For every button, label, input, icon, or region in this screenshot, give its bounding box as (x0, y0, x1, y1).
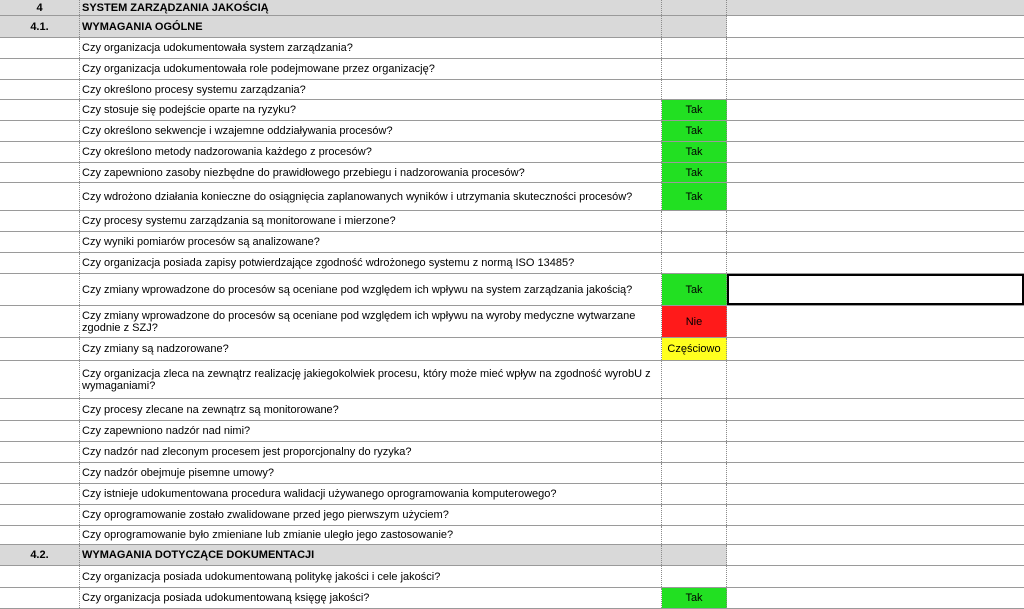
empty-cell[interactable] (727, 16, 1024, 37)
section-header-row (0, 0, 1024, 16)
empty-cell[interactable] (727, 232, 1024, 252)
answer-cell[interactable] (662, 59, 727, 79)
empty-cell[interactable] (727, 421, 1024, 441)
checklist-row (0, 566, 1024, 588)
row-number-cell[interactable]: 4.1. (0, 16, 80, 37)
question-cell[interactable]: Czy określono sekwencje i wzajemne oddziaływania procesów? (80, 121, 662, 141)
row-number-cell[interactable] (0, 463, 80, 483)
checklist-row (0, 59, 1024, 80)
empty-cell[interactable] (727, 505, 1024, 525)
row-number-cell[interactable] (0, 526, 80, 544)
row-number-cell[interactable]: 4.2. (0, 545, 80, 565)
section-title-cell[interactable]: WYMAGANIA OGÓLNE (80, 16, 662, 37)
empty-cell[interactable] (727, 545, 1024, 565)
row-number-cell[interactable] (0, 361, 80, 398)
checklist-row (0, 232, 1024, 253)
checklist-row (0, 526, 1024, 545)
row-number-cell[interactable] (0, 274, 80, 305)
row-number-cell[interactable] (0, 566, 80, 587)
question-cell[interactable]: Czy nadzór obejmuje pisemne umowy? (80, 463, 662, 483)
checklist-row (0, 163, 1024, 183)
empty-cell[interactable] (727, 306, 1024, 337)
checklist-row (0, 338, 1024, 361)
checklist-row (0, 100, 1024, 121)
answer-cell[interactable] (662, 505, 727, 525)
question-cell[interactable]: Czy organizacja posiada zapisy potwierdzające zgodność wdrożonego systemu z normą ISO 13485? (80, 253, 662, 273)
checklist-row (0, 274, 1024, 306)
empty-cell[interactable] (727, 338, 1024, 360)
question-cell[interactable]: Czy wdrożono działania konieczne do osiągnięcia zaplanowanych wyników i utrzymania skuteczności procesów? (80, 183, 662, 210)
empty-cell[interactable] (727, 566, 1024, 587)
answer-cell[interactable]: Tak (662, 588, 727, 608)
question-cell[interactable]: Czy zmiany wprowadzone do procesów są oceniane pod względem ich wpływu na system zarządzania jakością? (80, 274, 662, 305)
empty-cell[interactable] (727, 588, 1024, 608)
answer-cell[interactable]: Tak (662, 163, 727, 182)
answer-cell[interactable] (662, 16, 727, 37)
answer-cell[interactable]: Tak (662, 100, 727, 120)
row-number-cell[interactable] (0, 163, 80, 182)
section-header-row (0, 16, 1024, 38)
answer-cell[interactable] (662, 399, 727, 420)
question-cell[interactable]: Czy określono procesy systemu zarządzania? (80, 80, 662, 99)
checklist-row (0, 183, 1024, 211)
answer-cell[interactable]: Tak (662, 183, 727, 210)
empty-cell[interactable] (727, 253, 1024, 273)
answer-cell[interactable] (662, 361, 727, 398)
answer-cell[interactable] (662, 463, 727, 483)
empty-cell[interactable] (727, 526, 1024, 544)
question-cell[interactable]: Czy oprogramowanie było zmieniane lub zmianie uległo jego zastosowanie? (80, 526, 662, 544)
checklist-row (0, 121, 1024, 142)
checklist-row (0, 361, 1024, 399)
empty-cell[interactable] (727, 100, 1024, 120)
row-number-cell[interactable] (0, 505, 80, 525)
checklist-row (0, 80, 1024, 100)
row-number-cell[interactable] (0, 121, 80, 141)
row-number-cell[interactable] (0, 399, 80, 420)
empty-cell[interactable] (727, 80, 1024, 99)
question-cell[interactable]: Czy nadzór nad zleconym procesem jest proporcjonalny do ryzyka? (80, 442, 662, 462)
answer-cell[interactable]: Tak (662, 142, 727, 162)
row-number-cell[interactable] (0, 588, 80, 608)
empty-cell[interactable] (727, 121, 1024, 141)
answer-cell[interactable] (662, 566, 727, 587)
answer-cell[interactable]: Tak (662, 274, 727, 305)
checklist-row (0, 442, 1024, 463)
question-cell[interactable]: Czy organizacja posiada udokumentowaną politykę jakości i cele jakości? (80, 566, 662, 587)
row-number-cell[interactable] (0, 59, 80, 79)
row-number-cell[interactable] (0, 442, 80, 462)
question-cell[interactable]: Czy organizacja posiada udokumentowaną księgę jakości? (80, 588, 662, 608)
empty-cell[interactable] (727, 399, 1024, 420)
question-cell[interactable]: Czy określono metody nadzorowania każdego z procesów? (80, 142, 662, 162)
empty-cell[interactable] (727, 211, 1024, 231)
question-cell[interactable]: Czy wyniki pomiarów procesów są analizowane? (80, 232, 662, 252)
checklist-row (0, 421, 1024, 442)
section-title-cell[interactable]: WYMAGANIA DOTYCZĄCE DOKUMENTACJI (80, 545, 662, 565)
answer-cell[interactable] (662, 80, 727, 99)
question-cell[interactable]: Czy organizacja udokumentowała system zarządzania? (80, 38, 662, 58)
answer-cell[interactable] (662, 253, 727, 273)
answer-cell[interactable]: Tak (662, 121, 727, 141)
question-cell[interactable]: Czy zapewniono zasoby niezbędne do prawidłowego przebiegu i nadzorowania procesów? (80, 163, 662, 182)
question-cell[interactable]: Czy zapewniono nadzór nad nimi? (80, 421, 662, 441)
answer-cell[interactable] (662, 211, 727, 231)
empty-cell[interactable] (727, 0, 1024, 15)
answer-cell[interactable] (662, 442, 727, 462)
checklist-row (0, 253, 1024, 274)
question-cell[interactable]: Czy procesy zlecane na zewnątrz są monitorowane? (80, 399, 662, 420)
checklist-row (0, 211, 1024, 232)
section-title-cell[interactable]: SYSTEM ZARZĄDZANIA JAKOŚCIĄ (80, 0, 662, 15)
row-number-cell[interactable] (0, 142, 80, 162)
selected-cell[interactable] (727, 274, 1024, 305)
checklist-row (0, 142, 1024, 163)
empty-cell[interactable] (727, 142, 1024, 162)
answer-cell[interactable] (662, 526, 727, 544)
answer-cell[interactable]: Nie (662, 306, 727, 337)
row-number-cell[interactable] (0, 183, 80, 210)
empty-cell[interactable] (727, 484, 1024, 504)
question-cell[interactable]: Czy stosuje się podejście oparte na ryzyku? (80, 100, 662, 120)
empty-cell[interactable] (727, 59, 1024, 79)
row-number-cell[interactable] (0, 100, 80, 120)
question-cell[interactable]: Czy procesy systemu zarządzania są monitorowane i mierzone? (80, 211, 662, 231)
answer-cell[interactable] (662, 0, 727, 15)
answer-cell[interactable] (662, 38, 727, 58)
checklist-row (0, 505, 1024, 526)
checklist-row (0, 306, 1024, 338)
empty-cell[interactable] (727, 163, 1024, 182)
checklist-row (0, 399, 1024, 421)
answer-cell[interactable] (662, 484, 727, 504)
row-number-cell[interactable] (0, 484, 80, 504)
empty-cell[interactable] (727, 442, 1024, 462)
row-number-cell[interactable] (0, 338, 80, 360)
empty-cell[interactable] (727, 463, 1024, 483)
row-number-cell[interactable] (0, 253, 80, 273)
answer-cell[interactable] (662, 232, 727, 252)
row-number-cell[interactable] (0, 232, 80, 252)
row-number-cell[interactable]: 4 (0, 0, 80, 15)
empty-cell[interactable] (727, 361, 1024, 398)
checklist-row (0, 463, 1024, 484)
row-number-cell[interactable] (0, 421, 80, 441)
empty-cell[interactable] (727, 183, 1024, 210)
question-cell[interactable]: Czy oprogramowanie zostało zwalidowane przed jego pierwszym użyciem? (80, 505, 662, 525)
row-number-cell[interactable] (0, 80, 80, 99)
question-cell[interactable]: Czy organizacja zleca na zewnątrz realizację jakiegokolwiek procesu, który może mieć wpływ na zgodność wyrobU z wymaganiami? (80, 361, 662, 398)
checklist-row (0, 38, 1024, 59)
answer-cell[interactable]: Częściowo (662, 338, 727, 360)
row-number-cell[interactable] (0, 38, 80, 58)
answer-cell[interactable] (662, 545, 727, 565)
section-header-row (0, 545, 1024, 566)
question-cell[interactable]: Czy istnieje udokumentowana procedura walidacji używanego oprogramowania komputerowego? (80, 484, 662, 504)
question-cell[interactable]: Czy zmiany wprowadzone do procesów są oceniane pod względem ich wpływu na wyroby medyczne wytwarzane zgodnie z SZJ? (80, 306, 662, 337)
answer-cell[interactable] (662, 421, 727, 441)
question-cell[interactable]: Czy organizacja udokumentowała role podejmowane przez organizację? (80, 59, 662, 79)
checklist-row (0, 484, 1024, 505)
row-number-cell[interactable] (0, 306, 80, 337)
empty-cell[interactable] (727, 38, 1024, 58)
row-number-cell[interactable] (0, 211, 80, 231)
checklist-row (0, 588, 1024, 609)
question-cell[interactable]: Czy zmiany są nadzorowane? (80, 338, 662, 360)
